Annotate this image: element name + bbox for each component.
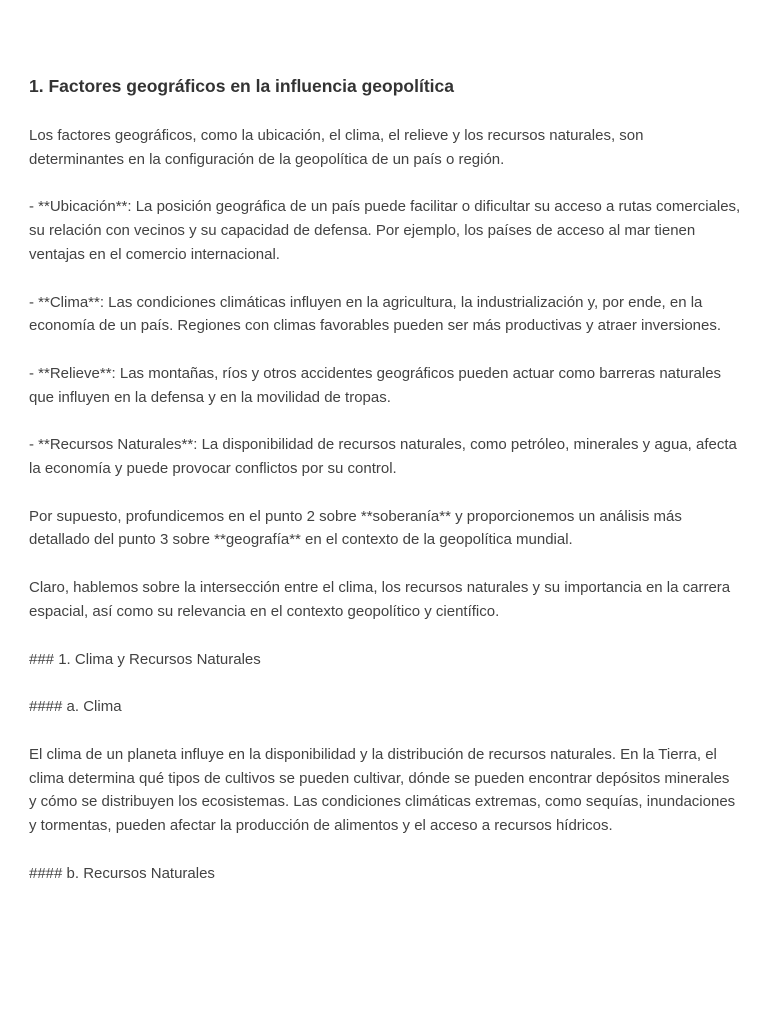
document-title: 1. Factores geográficos en la influencia geopolítica (29, 76, 454, 96)
spacer (29, 409, 741, 433)
spacer (29, 267, 741, 291)
bullet-recursos-naturales: - **Recursos Naturales**: La disponibilidad de recursos naturales, como petróleo, minerales y agua, afecta la economía y puede provocar conflictos por su control. (29, 436, 737, 478)
bullet-ubicacion: - **Ubicación**: La posición geográfica de un país puede facilitar o dificultar su acceso a rutas comerciales, su relación con vecinos y su capacidad de defensa. Por ejemplo, los países de acceso al mar tienen ventajas en el comercio internacional. (29, 198, 741, 263)
heading-clima-recursos: ### 1. Clima y Recursos Naturales (29, 650, 261, 668)
paragraph-carrera-espacial: Claro, hablemos sobre la intersección entre el clima, los recursos naturales y su importancia en la carrera espacial, así como su relevancia en el contexto geopolítico y científico. (29, 579, 731, 620)
spacer (29, 552, 741, 576)
paragraph-soberania: Por supuesto, profundicemos en el punto 2 sobre **soberanía** y proporcionemos un análisis más detallado del punto 3 sobre **geografía** en el contexto de la geopolítica mundial. (29, 507, 682, 549)
spacer (29, 838, 741, 862)
paragraph-clima: El clima de un planeta influye en la disponibilidad y la distribución de recursos naturales. En la Tierra, el clima determina qué tipos de cultivos se pueden cultivar, dónde se pueden encontrar depósitos minerales y cómo se distribuyen los ecosistemas. Las condiciones climáticas extremas, como sequías, inundaciones y tormentas, pueden afectar la producción de alimentos y el acceso a recursos hídricos. (29, 745, 736, 835)
subheading-recursos-naturales: #### b. Recursos Naturales (29, 864, 215, 882)
document-body (29, 73, 741, 885)
bullet-relieve: - **Relieve**: Las montañas, ríos y otros accidentes geográficos pueden actuar como barreras naturales que influyen en la defensa y en la movilidad de tropas. (29, 364, 722, 406)
spacer (29, 481, 741, 505)
intro-paragraph: Los factores geográficos, como la ubicación, el clima, el relieve y los recursos naturales, son determinantes en la configuración de la geopolítica de un país o región. (29, 127, 644, 168)
spacer (29, 171, 741, 195)
spacer (29, 99, 741, 124)
spacer (29, 671, 741, 695)
spacer (29, 719, 741, 743)
spacer (29, 624, 741, 648)
subheading-clima: #### a. Clima (29, 698, 122, 716)
spacer (29, 338, 741, 362)
bullet-clima: - **Clima**: Las condiciones climáticas influyen en la agricultura, la industrialización y, por ende, en la economía de un país. Regiones con climas favorables pueden ser más productivas y atraer inversiones. (29, 293, 722, 335)
